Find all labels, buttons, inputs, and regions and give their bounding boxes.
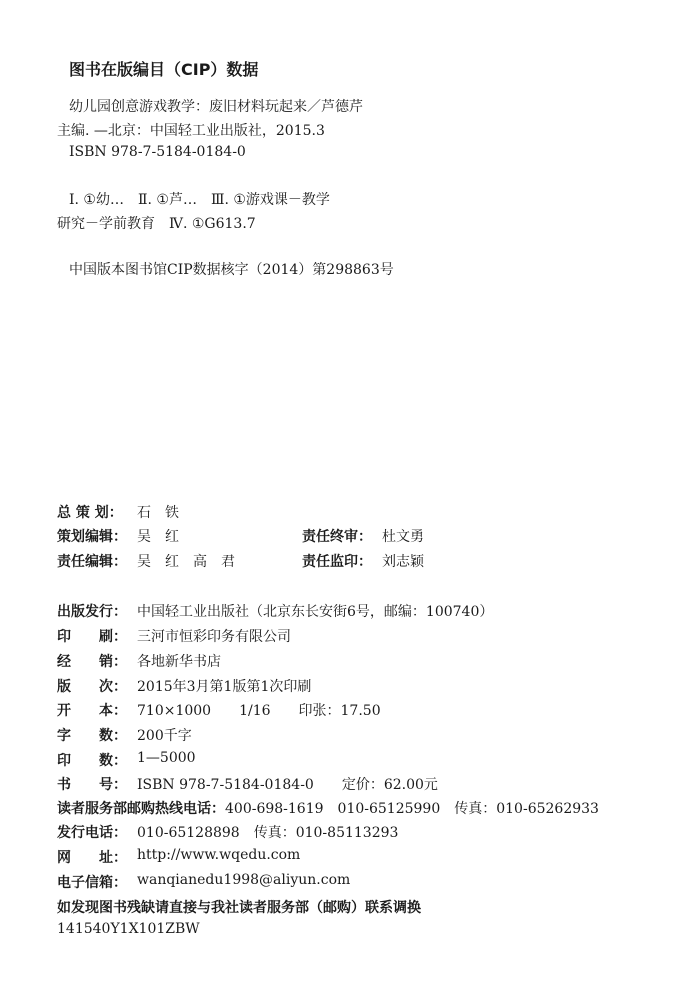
cip-classification-1: Ⅰ. ①幼… Ⅱ. ①芦… Ⅲ. ①游戏课－教学 bbox=[69, 192, 330, 208]
editor-label: 责任编辑： bbox=[57, 554, 127, 570]
print-run-label: 印 数： bbox=[57, 753, 127, 769]
chief-planner-label: 总 策 划： bbox=[57, 505, 123, 521]
defect-notice: 如发现图书残缺请直接与我社读者服务部（邮购）联系调换 bbox=[57, 900, 421, 916]
reader-service-value: 400-698-1619 010-65125990 传真：010-65262933 bbox=[225, 801, 599, 817]
supervisor-value: 刘志颖 bbox=[382, 554, 424, 570]
editor-value: 吴 红 高 君 bbox=[137, 554, 235, 570]
word-count-value: 200千字 bbox=[137, 728, 192, 744]
printer-label: 印 刷： bbox=[57, 629, 127, 645]
cip-heading: 图书在版编目（CIP）数据 bbox=[69, 60, 259, 79]
final-review-label: 责任终审： bbox=[302, 529, 372, 545]
planning-editor-value: 吴 红 bbox=[137, 529, 179, 545]
publisher-value: 中国轻工业出版社（北京东长安街6号，邮编：100740） bbox=[137, 604, 494, 620]
email-label: 电子信箱： bbox=[57, 875, 127, 891]
chief-planner-value: 石 铁 bbox=[137, 505, 179, 521]
book-number-label: 书 号： bbox=[57, 777, 127, 793]
website-value: http://www.wqedu.com bbox=[137, 847, 301, 863]
cip-line-title: 幼儿园创意游戏教学：废旧材料玩起来／芦德芹 bbox=[69, 99, 363, 115]
internal-code: 141540Y1X101ZBW bbox=[57, 921, 200, 937]
supervisor-label: 责任监印： bbox=[302, 554, 372, 570]
printer-value: 三河市恒彩印务有限公司 bbox=[137, 629, 291, 645]
website-label: 网 址： bbox=[57, 850, 127, 866]
format-value: 710×1000 1/16 印张：17.50 bbox=[137, 703, 381, 719]
sales-phone-value: 010-65128898 传真：010-85113293 bbox=[137, 825, 399, 841]
cip-classification-2: 研究－学前教育 Ⅳ. ①G613.7 bbox=[57, 216, 256, 232]
format-label: 开 本： bbox=[57, 703, 127, 719]
distributor-value: 各地新华书店 bbox=[137, 654, 221, 670]
edition-label: 版 次： bbox=[57, 679, 127, 695]
edition-value: 2015年3月第1版第1次印刷 bbox=[137, 679, 312, 695]
cip-line-editor: 主编. —北京：中国轻工业出版社，2015.3 bbox=[57, 123, 325, 139]
planning-editor-label: 策划编辑： bbox=[57, 529, 127, 545]
word-count-label: 字 数： bbox=[57, 728, 127, 744]
book-number-value: ISBN 978-7-5184-0184-0 定价：62.00元 bbox=[137, 777, 438, 793]
publisher-label: 出版发行： bbox=[57, 604, 127, 620]
email-value: wanqianedu1998@aliyun.com bbox=[137, 872, 351, 888]
final-review-value: 杜文勇 bbox=[382, 529, 424, 545]
distributor-label: 经 销： bbox=[57, 654, 127, 670]
cip-record-number: 中国版本图书馆CIP数据核字（2014）第298863号 bbox=[69, 262, 394, 278]
print-run-value: 1—5000 bbox=[137, 750, 196, 766]
cip-isbn: ISBN 978-7-5184-0184-0 bbox=[69, 144, 246, 160]
sales-phone-label: 发行电话： bbox=[57, 825, 127, 841]
reader-service-label: 读者服务部邮购热线电话： bbox=[57, 801, 225, 817]
